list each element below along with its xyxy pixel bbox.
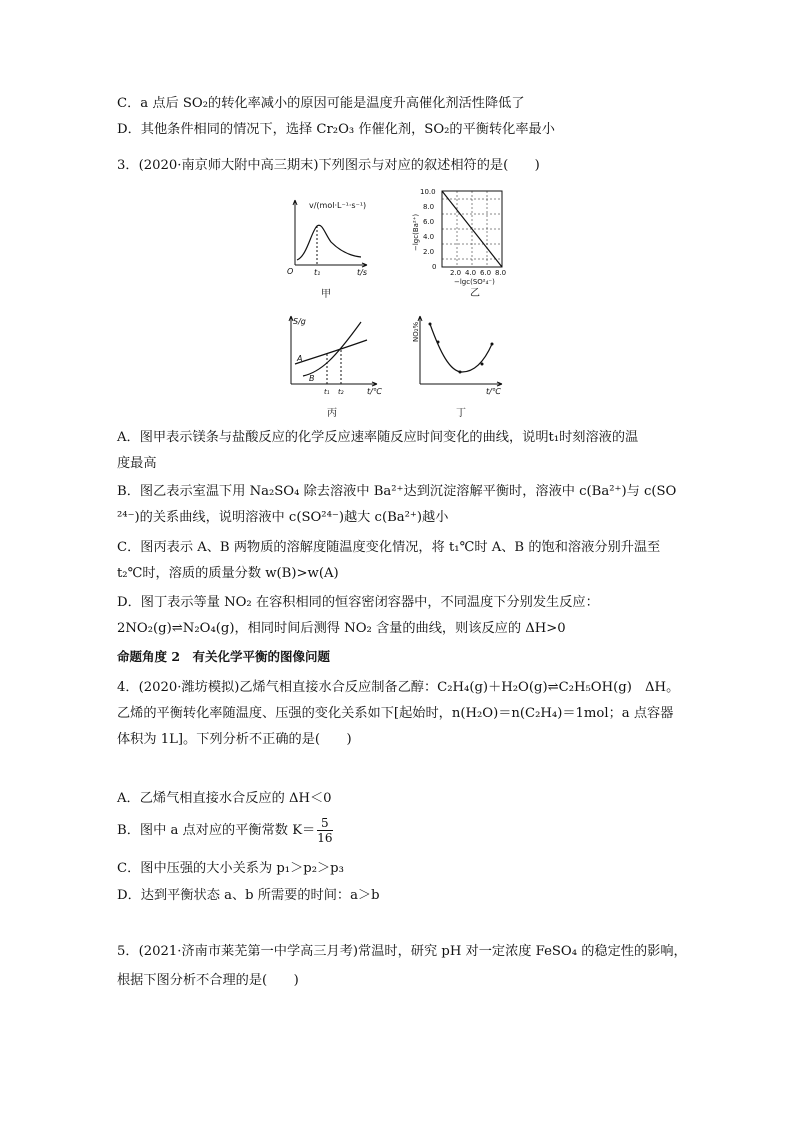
yi-caption: 乙 xyxy=(470,288,480,299)
q4-option-c: C．图中压强的大小关系为 p₁＞p₂＞p₃ xyxy=(117,861,344,876)
q4-option-b-text: B．图中 a 点对应的平衡常数 K＝ xyxy=(117,823,316,838)
question-5-line1: 5．(2021·济南市莱芜第一中学高三月考)常温时，研究 pH 对一定浓度 FeSO₄ 的稳定性的影响， xyxy=(117,944,687,959)
figure-bing xyxy=(283,312,383,422)
q3-option-d-line2: 2NO₂(g)⇌N₂O₄(g)，相同时间后测得 NO₂ 含量的曲线，则该反应的 ΔH>0 xyxy=(117,621,566,636)
ding-ylabel: NO₂% xyxy=(412,321,420,342)
yi-xtick: 8.0 xyxy=(495,269,507,277)
q3-option-b-line2: ²⁴⁻)的关系曲线，说明溶液中 c(SO²⁴⁻)越大 c(Ba²⁺)越小 xyxy=(117,510,449,525)
yi-xtick: 2.0 xyxy=(450,269,462,277)
yi-xtick: 4.0 xyxy=(465,269,477,277)
yi-ytick: 0 xyxy=(432,263,437,271)
question-3-stem: 3．(2020·南京师大附中高三期末)下列图示与对应的叙述相符的是( ) xyxy=(117,158,540,173)
yi-xlabel: −lgc(SO²₄⁻) xyxy=(454,278,495,286)
option-c-previous: C．a 点后 SO₂的转化率减小的原因可能是温度升高催化剂活性降低了 xyxy=(117,96,525,111)
jia-origin: O xyxy=(287,267,294,276)
question-4-line3: 体积为 1L]。下列分析不正确的是( ) xyxy=(117,732,352,747)
yi-ytick: 2.0 xyxy=(423,248,435,256)
yi-ytick: 10.0 xyxy=(420,188,436,196)
q4-option-d: D．达到平衡状态 a、b 所需要的时间：a＞b xyxy=(117,888,380,903)
q4-option-a: A．乙烯气相直接水合反应的 ΔH＜0 xyxy=(117,791,332,806)
figure-ding xyxy=(410,312,510,422)
figure-jia xyxy=(285,192,375,302)
q3-option-c-line1: C．图丙表示 A、B 两物质的溶解度随温度变化情况，将 t₁℃时 A、B 的饱和溶液分别升温至 xyxy=(117,540,661,555)
fraction-k xyxy=(317,816,332,845)
fraction-numerator: 5 xyxy=(317,816,332,831)
option-d-previous: D．其他条件相同的情况下，选择 Cr₂O₃ 作催化剂，SO₂的平衡转化率最小 xyxy=(117,122,555,137)
bing-t1: t₁ xyxy=(324,388,330,396)
section-heading: 命题角度 2 有关化学平衡的图像问题 xyxy=(117,649,331,664)
ding-xlabel: t/℃ xyxy=(486,387,501,396)
bing-curve-a: A xyxy=(297,354,303,363)
bing-t2: t₂ xyxy=(338,388,344,396)
q3-option-a-line2: 度最高 xyxy=(117,456,157,471)
q4-option-b xyxy=(117,816,335,845)
question-5-line2: 根据下图分析不合理的是( ) xyxy=(117,973,299,988)
yi-ytick: 6.0 xyxy=(423,218,435,226)
yi-xtick: 6.0 xyxy=(480,269,492,277)
q3-option-a-line1: A．图甲表示镁条与盐酸反应的化学反应速率随反应时间变化的曲线，说明t₁时刻溶液的温 xyxy=(117,430,639,445)
figure-yi xyxy=(410,185,520,300)
jia-xlabel: t/s xyxy=(357,268,367,277)
jia-ylabel: v/(mol·L⁻¹·s⁻¹) xyxy=(309,201,367,210)
q3-option-d-line1: D．图丁表示等量 NO₂ 在容积相同的恒容密闭容器中，不同温度下分别发生反应： xyxy=(117,595,599,610)
jia-tick-t1: t₁ xyxy=(314,268,321,277)
q3-option-b-line1: B．图乙表示室温下用 Na₂SO₄ 除去溶液中 Ba²⁺达到沉淀溶解平衡时，溶液中 c(Ba²⁺)与 c(SO xyxy=(117,484,677,499)
yi-ytick: 4.0 xyxy=(423,233,435,241)
question-4-line1: 4．(2020·潍坊模拟)乙烯气相直接水合反应制备乙醇：C₂H₄(g)＋H₂O(g)⇌C₂H₅OH(g) ΔH。 xyxy=(117,680,680,695)
bing-ylabel: S/g xyxy=(293,317,306,326)
question-4-line2: 乙烯的平衡转化率随温度、压强的变化关系如下[起始时，n(H₂O)＝n(C₂H₄)＝1mol；a 点容器 xyxy=(117,706,674,721)
yi-ytick: 8.0 xyxy=(423,203,435,211)
jia-caption: 甲 xyxy=(321,289,331,300)
q3-option-c-line2: t₂℃时，溶质的质量分数 w(B)>w(A) xyxy=(117,566,339,581)
bing-caption: 丙 xyxy=(327,408,337,419)
ding-caption: 丁 xyxy=(456,408,466,419)
yi-ylabel: −lgc(Ba²⁺) xyxy=(412,213,420,251)
fraction-denominator: 16 xyxy=(317,831,333,845)
bing-curve-b: B xyxy=(309,374,315,383)
bing-xlabel: t/℃ xyxy=(367,387,382,396)
